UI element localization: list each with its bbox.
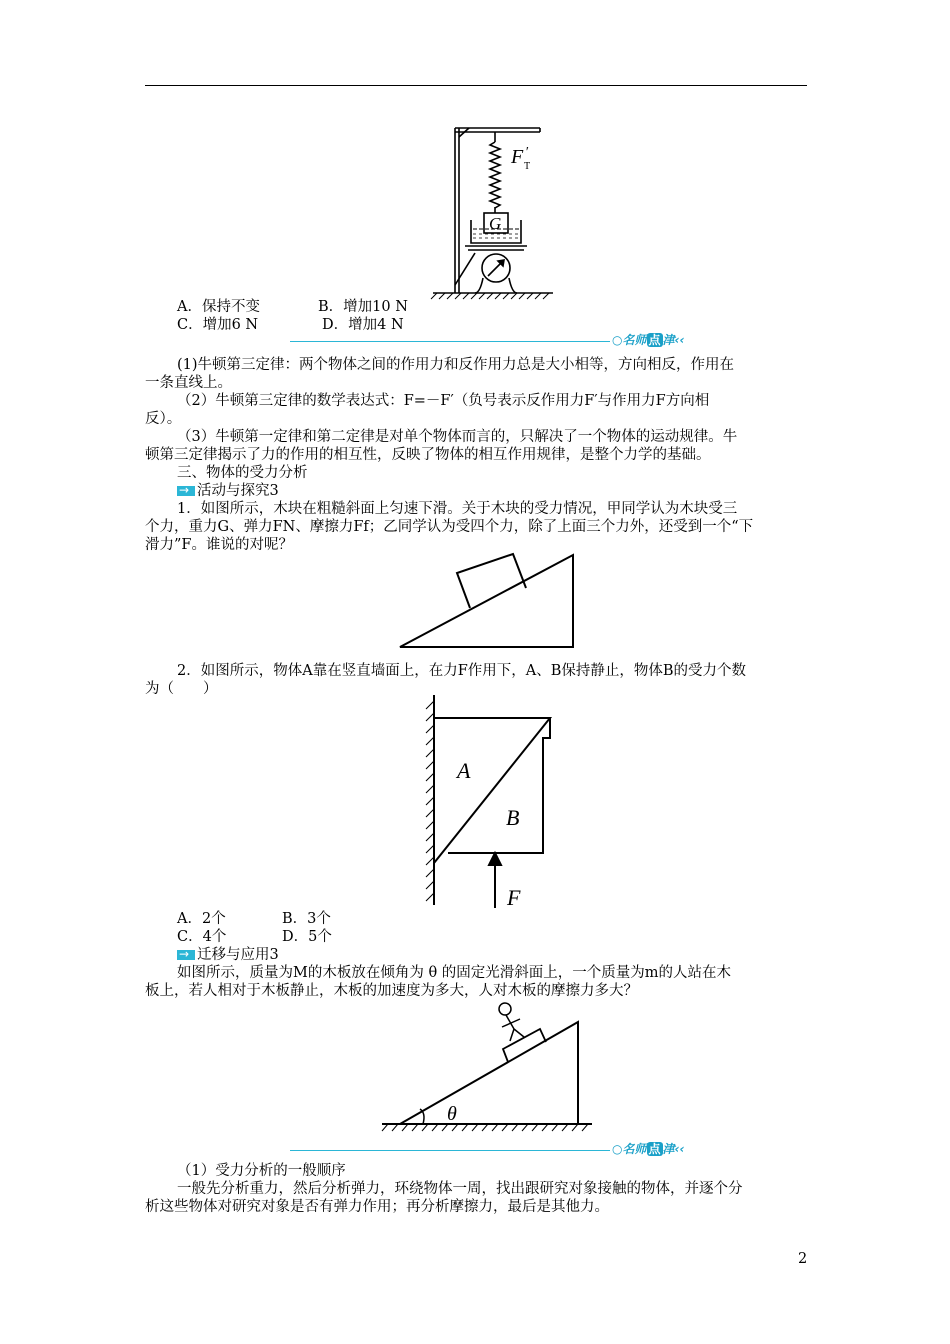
force-f-label: F — [507, 885, 521, 910]
section-title: 三、物体的受力分析 — [177, 465, 308, 481]
q2-line-2: 为（ ） — [145, 681, 218, 697]
prev-option-c: C．增加6 N — [177, 317, 259, 333]
q2-option-a: A．2个 — [177, 911, 226, 927]
block-b-label: B — [506, 805, 520, 830]
summary-line-2: 析这些物体对研究对象是否有弹力作用；再分析摩擦力，最后是其他力。 — [145, 1199, 609, 1215]
law-line-1b: 一条直线上。 — [145, 375, 232, 391]
arrow-icon — [177, 950, 195, 960]
figure-spring-balance — [425, 125, 565, 300]
figure-block-on-incline — [395, 550, 580, 650]
law-line-1a: (1)牛顿第三定律：两个物体之间的作用力和反作用力总是大小相等，方向相反，作用在 — [177, 357, 735, 373]
apply-line-1: 如图所示，质量为M的木板放在倾角为 θ 的固定光滑斜面上，一个质量为m的人站在木 — [177, 965, 732, 981]
q2-option-d: D．5个 — [282, 929, 332, 945]
prev-option-b: B．增加10 N — [318, 299, 408, 315]
figure-wall-blocks — [420, 693, 560, 913]
q1-line-2: 个力，重力G、弹力FN、摩擦力Ff；乙同学认为受四个力，除了上面三个力外，还受到一个“下 — [145, 519, 754, 535]
spring-force-label: F — [511, 146, 524, 168]
q1-line-1: 1．如图所示，木块在粗糙斜面上匀速下滑。关于木块的受力情况，甲同学认为木块受三 — [177, 501, 738, 517]
apply-tag: →迁移与应用3 — [177, 946, 279, 964]
law-line-2b: 反）。 — [145, 411, 182, 427]
activity-tag: →活动与探究3 — [177, 482, 279, 500]
q2-option-c: C．4个 — [177, 929, 227, 945]
block-a-label: A — [457, 758, 471, 783]
banner-label: 名师 — [622, 333, 647, 347]
law-line-3a: （3）牛顿第一定律和第二定律是对单个物体而言的，只解决了一个物体的运动规律。牛 — [177, 429, 738, 445]
figure-person-on-incline — [380, 997, 600, 1137]
svg-text:′: ′ — [525, 145, 529, 160]
prev-option-a: A．保持不变 — [177, 299, 260, 315]
apply-line-2: 板上，若人相对于木板静止，木板的加速度为多大，人对木板的摩擦力多大？ — [145, 983, 638, 999]
banner-label-2: 名师 — [622, 1142, 647, 1156]
tips-banner: ○名师 点 津‹‹ — [290, 334, 695, 348]
prev-option-d: D．增加4 N — [322, 317, 404, 333]
summary-line-1: 一般先分析重力，然后分析弹力，环绕物体一周，找出跟研究对象接触的物体，并逐个分 — [177, 1181, 743, 1197]
arrow-icon — [177, 486, 195, 496]
q2-line-1: 2．如图所示，物体A靠在竖直墙面上，在力F作用下，A、B保持静止，物体B的受力个数 — [177, 663, 747, 679]
q2-option-b: B．3个 — [282, 911, 331, 927]
theta-label: θ — [447, 1103, 457, 1125]
block-weight-label: G — [489, 214, 502, 233]
header-rule — [145, 85, 807, 86]
page-number: 2 — [798, 1251, 808, 1267]
law-line-3b: 顿第三定律揭示了力的作用的相互性，反映了物体的相互作用规律，是整个力学的基础。 — [145, 447, 711, 463]
q1-line-3: 滑力”F。谁说的对呢？ — [145, 537, 293, 553]
law-line-2a: （2）牛顿第三定律的数学表达式：F=－F′（负号表示反作用力F′与作用力F方向相 — [177, 393, 710, 409]
tips-banner-2: ○名师 点 津‹‹ — [290, 1143, 695, 1157]
summary-heading: （1）受力分析的一般顺序 — [177, 1163, 346, 1179]
spring-force-subscript: T — [524, 161, 531, 172]
